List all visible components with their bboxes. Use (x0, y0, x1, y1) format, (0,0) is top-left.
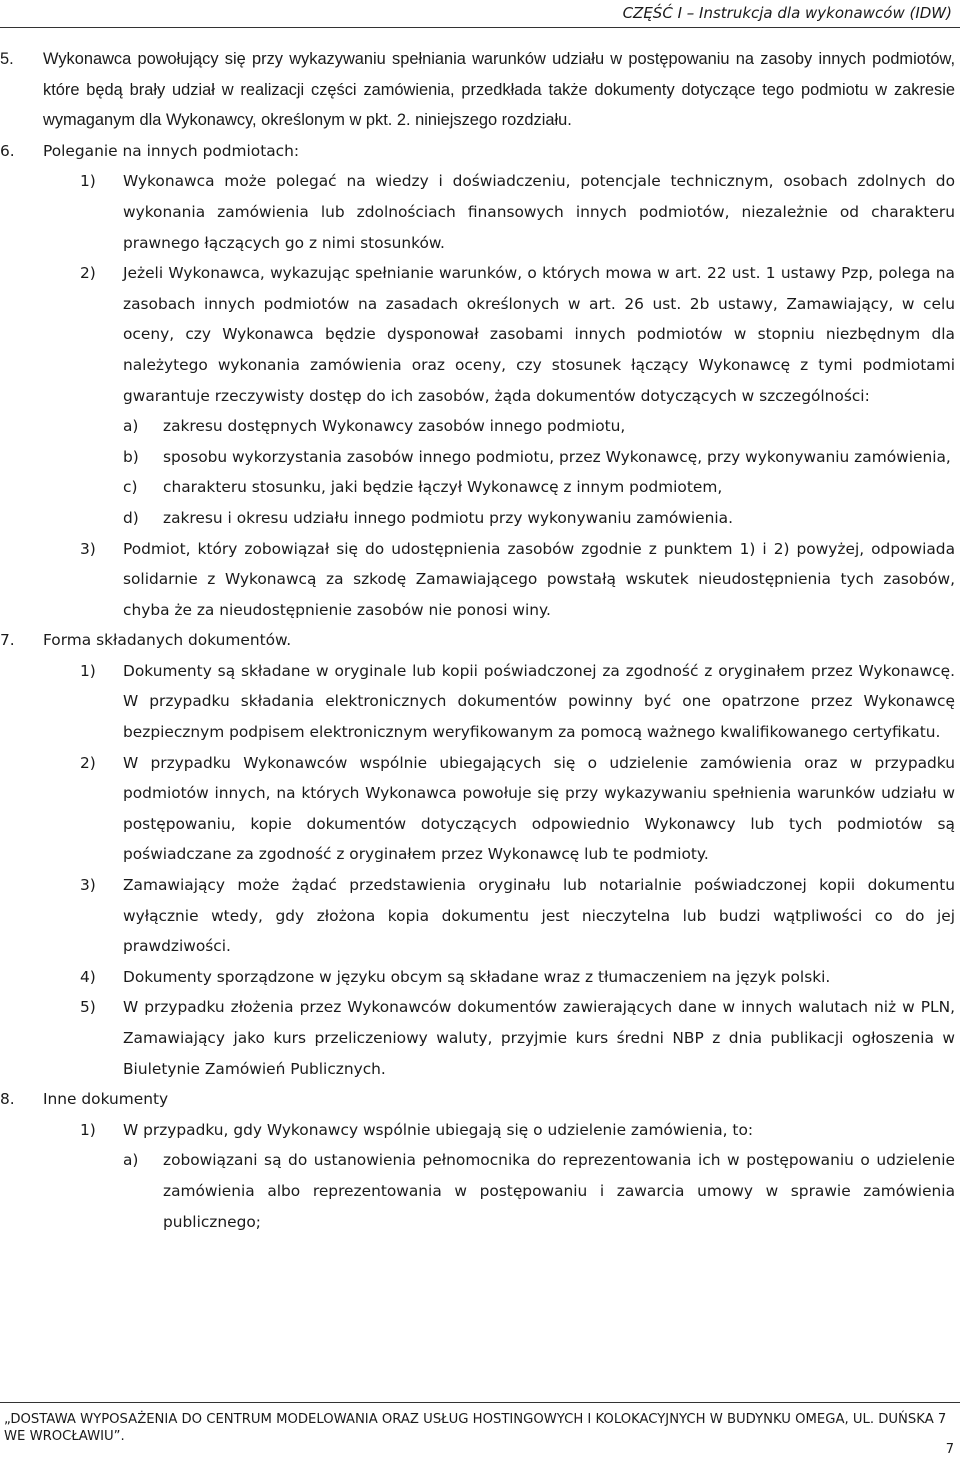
page-number: 7 (945, 1442, 954, 1457)
item-text: Zamawiający może żądać przedstawienia oryginału lub notarialnie poświadczonej kopii dokumentu wyłącznie wtedy, gdy złożona kopia dokumentu jest nieczytelna lub budzi wątpliwości co do jej prawdziwości. (123, 876, 955, 956)
list-item (80, 962, 955, 993)
list-item (80, 1115, 955, 1146)
page-header: CZĘŚĆ I – Instrukcja dla wykonawców (IDW) (622, 4, 952, 22)
item-number: 2) (80, 753, 96, 772)
section-number: 7. (0, 631, 15, 650)
item-text: Dokumenty sporządzone w języku obcym są składane wraz z tłumaczeniem na język polski. (123, 967, 831, 986)
sub-item-letter: d) (123, 508, 139, 527)
item-text: W przypadku Wykonawców wspólnie ubiegających się o udzielenie zamówienia oraz w przypadku podmiotów innych, na których Wykonawca powołuje się przy wykazywaniu spełnienia warunków udziału w postępowaniu, kopie dokumentów dotyczących odpowiednio Wykonawcy lub tych podmiotów są poświadczane za zgodność z oryginałem przez Wykonawcę lub te podmioty. (123, 753, 955, 864)
page-footer: „DOSTAWA WYPOSAŻENIA DO CENTRUM MODELOWANIA ORAZ USŁUG HOSTINGOWYCH I KOLOKACYJNYCH W BUDYNKU OMEGA, UL. DUŃSKA 7 WE WROCŁAWIU”. (4, 1412, 947, 1444)
item-text: W przypadku złożenia przez Wykonawców dokumentów zawierających dane w innych walutach niż w PLN, Zamawiający jako kurs przeliczeniowy waluty, przyjmie kurs średni NBP z dnia publikacji ogłoszenia w Biuletynie Zamówień Publicznych. (123, 998, 955, 1078)
section-number: 5. (0, 50, 14, 68)
document-body (0, 44, 960, 1237)
sub-item-letter: a) (123, 417, 139, 436)
item-number: 3) (80, 876, 96, 895)
section-title: Inne dokumenty (43, 1090, 169, 1109)
item-number: 1) (80, 172, 96, 191)
sub-list-item (123, 442, 955, 473)
sub-list-item (123, 1145, 955, 1237)
section-number: 6. (0, 141, 15, 160)
item-number: 5) (80, 998, 96, 1017)
sub-item-text: zakresu dostępnych Wykonawcy zasobów innego podmiotu, (163, 417, 626, 436)
list-item (80, 870, 955, 962)
section-6 (0, 136, 955, 167)
item-number: 3) (80, 539, 96, 558)
sub-list-item (123, 503, 955, 534)
sub-item-letter: c) (123, 478, 138, 497)
item-number: 4) (80, 967, 96, 986)
section-8 (0, 1084, 955, 1115)
item-text: Dokumenty są składane w oryginale lub kopii poświadczonej za zgodność z oryginałem przez Wykonawcę. W przypadku składania elektronicznych dokumentów powinny być one opatrzone przez Wykonawcę bezpiecznym podpisem elektronicznym weryfikowanym za pomocą ważnego kwalifikowanego certyfikatu. (123, 661, 955, 742)
sub-item-text: zakresu i okresu udziału innego podmiotu przy wykonywaniu zamówienia. (163, 508, 733, 527)
section-text: Wykonawca powołujący się przy wykazywaniu spełniania warunków udziału w postępowaniu na zasoby innych podmiotów, które będą brały udział w realizacji części zamówienia, przedkłada także dokumenty dotyczące tego podmiotu w zakresie wymaganym dla Wykonawcy, określonym w pkt. 2. niniejszego rozdziału. (43, 50, 955, 130)
sub-list-item (123, 472, 955, 503)
sub-list-item (123, 411, 955, 442)
sub-item-text: charakteru stosunku, jaki będzie łączył Wykonawcę z innym podmiotem, (163, 478, 723, 497)
item-number: 1) (80, 661, 96, 680)
list-item (80, 258, 955, 411)
sub-item-text: zobowiązani są do ustanowienia pełnomocnika do reprezentowania ich w postępowaniu o udzielenie zamówienia albo reprezentowania w postępowaniu i zawarcia umowy w sprawie zamówienia publicznego; (163, 1151, 955, 1231)
list-item (80, 534, 955, 626)
item-text: Jeżeli Wykonawca, wykazując spełnianie warunków, o których mowa w art. 22 ust. 1 ustawy Pzp, polega na zasobach innych podmiotów na zasadach określonych w art. 26 ust. 2b ustawy, Zamawiający, w celu oceny, czy Wykonawca będzie dysponował zasobami innych podmiotów w stopniu niezbędnym dla należytego wykonania zamówienia oraz oceny, czy stosunek łączący Wykonawcę z tymi podmiotami gwarantuje rzeczywisty dostęp do ich zasobów, żąda dokumentów dotyczących w szczególności: (123, 264, 955, 405)
sub-item-text: sposobu wykorzystania zasobów innego podmiotu, przez Wykonawcę, przy wykonywaniu zamówienia, (163, 447, 951, 466)
item-number: 2) (80, 264, 96, 283)
section-number: 8. (0, 1090, 15, 1109)
item-text: Podmiot, który zobowiązał się do udostępnienia zasobów zgodnie z punktem 1) i 2) powyżej, odpowiada solidarnie z Wykonawcą za szkodę Zamawiającego powstałą wskutek nieudostępnienia tych zasobów, chyba że za nieudostępnienie zasobów nie ponosi winy. (123, 539, 955, 619)
sub-item-letter: b) (123, 447, 139, 466)
footer-divider (0, 1402, 960, 1403)
item-text: Wykonawca może polegać na wiedzy i doświadczeniu, potencjale technicznym, osobach zdolnych do wykonania zamówienia lub zdolnościach finansowych innych podmiotów, niezależnie od charakteru prawnego łączących go z nimi stosunków. (123, 172, 955, 252)
list-item (80, 992, 955, 1084)
list-item (80, 748, 955, 870)
list-item (80, 166, 955, 258)
list-item (80, 656, 955, 748)
header-divider (0, 27, 960, 28)
item-number: 1) (80, 1120, 96, 1139)
sub-item-letter: a) (123, 1151, 139, 1170)
section-title: Forma składanych dokumentów. (43, 631, 292, 650)
section-5 (0, 44, 955, 136)
section-7 (0, 625, 955, 656)
item-text: W przypadku, gdy Wykonawcy wspólnie ubiegają się o udzielenie zamówienia, to: (123, 1120, 754, 1139)
section-title: Poleganie na innych podmiotach: (43, 141, 300, 160)
